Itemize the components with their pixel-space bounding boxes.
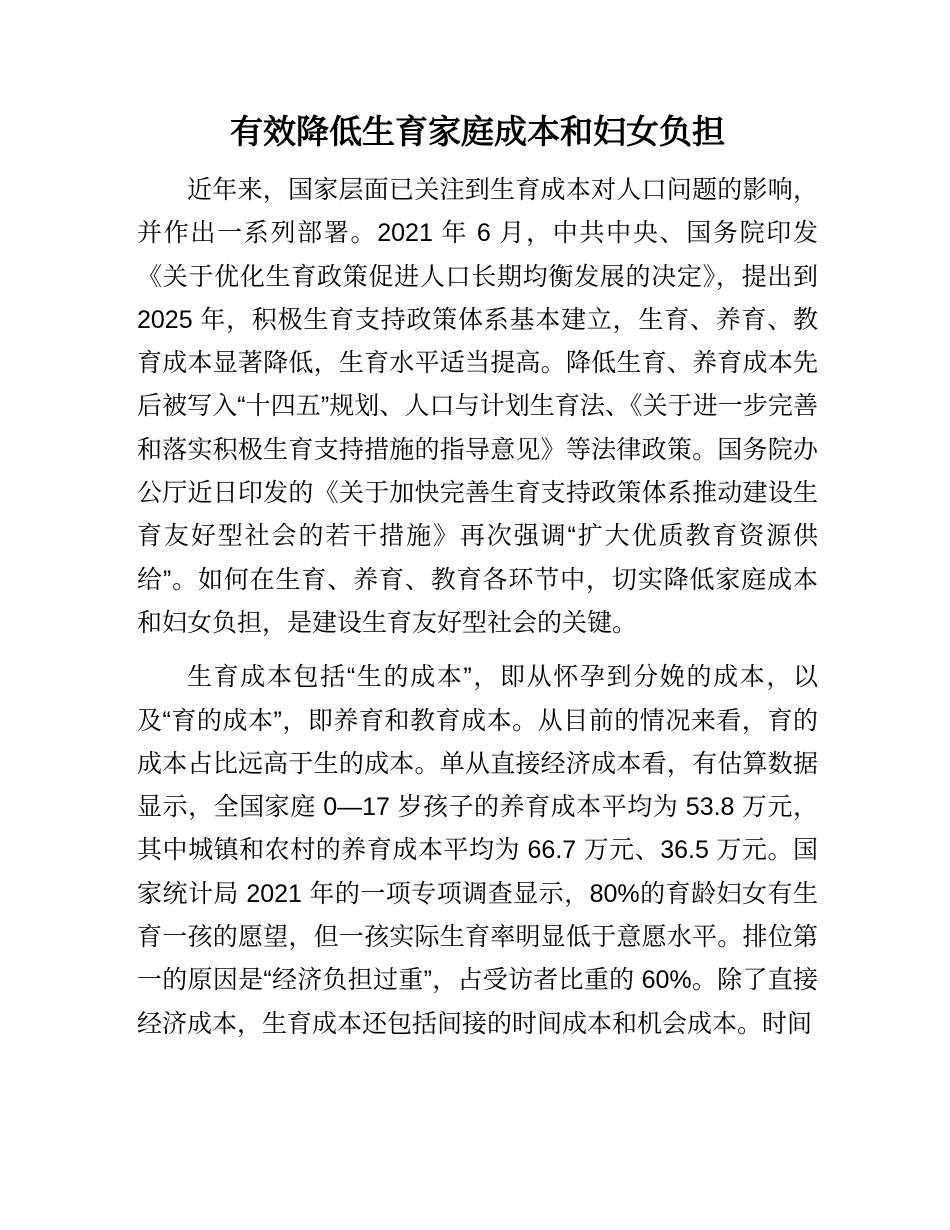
paragraph-1: 近年来，国家层面已关注到生育成本对人口问题的影响，并作出一系列部署。2021 年 6 月，中共中央、国务院印发《关于优化生育政策促进人口长期均衡发展的决定》，提出到 2025 年，积极生育支持政策体系基本建立，生育、养育、教育成本显著降低，生育水平适当提高。降低生育、养育成本先后被写入“十四五”规划、人口与计划生育法、《关于进一步完善和落实积极生育支持措施的指导意见》等法律政策。国务院办公厅近日印发的《关于加快完善生育支持政策体系推动建设生育友好型社会的若干措施》再次强调“扩大优质教育资源供给”。如何在生育、养育、教育各环节中，切实降低家庭成本和妇女负担，是建设生育友好型社会的关键。	[137, 176, 818, 637]
paragraph-2: 生育成本包括“生的成本”，即从怀孕到分娩的成本，以及“育的成本”，即养育和教育成本。从目前的情况来看，育的成本占比远高于生的成本。单从直接经济成本看，有估算数据显示，全国家庭 0—17 岁孩子的养育成本平均为 53.8 万元，其中城镇和农村的养育成本平均为 66.7 万元、36.5 万元。国家统计局 2021 年的一项专项调查显示，80%的育龄妇女有生育一孩的愿望，但一孩实际生育率明显低于意愿水平。排位第一的原因是“经济负担过重”，占受访者比重的 60%。除了直接经济成本，生育成本还包括间接的时间成本和机会成本。时间	[137, 663, 818, 1038]
document-title: 有效降低生育家庭成本和妇女负担	[230, 113, 725, 150]
